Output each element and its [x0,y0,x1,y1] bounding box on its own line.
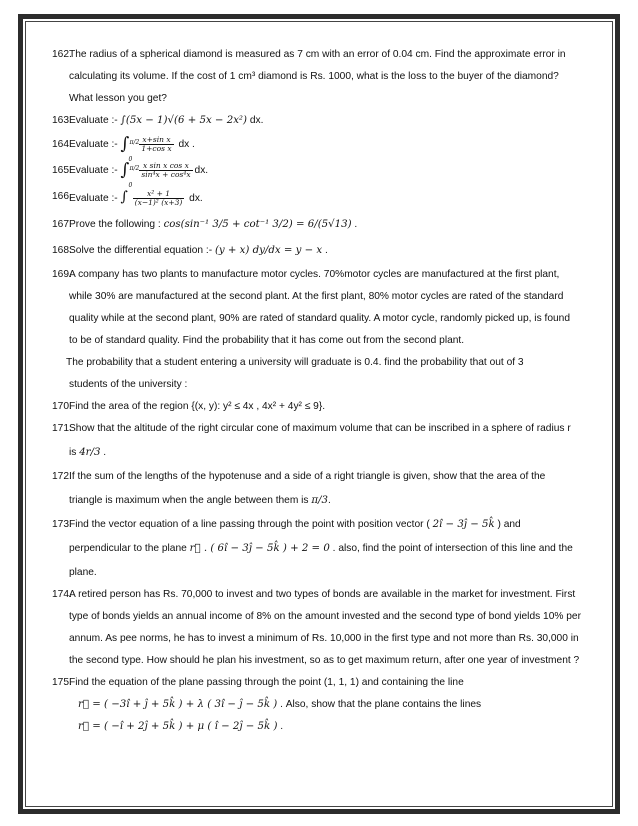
numerator: x+sin x [139,136,173,145]
question-174 [52,584,600,672]
math-expression: ∫(5x − 1)√(6 + 5x − 2x²) [120,115,247,126]
question-number: 167. [52,219,72,230]
question-text: What lesson you get? [69,93,167,104]
question-list [52,44,600,738]
question-number: 169. [52,269,72,280]
question-text: perpendicular to the plane [69,543,190,554]
integral-lower-limit: 0 [128,182,133,190]
question-number: 173. [52,519,72,530]
question-170 [52,396,600,418]
math-expression: cos(sin⁻¹ 3/5 + cot⁻¹ 3/2) = 6/(5√13) [163,219,352,230]
question-number: 168. [52,245,72,256]
question-163 [52,110,600,132]
question-text: annum. As pee norms, he has to invest a minimum of Rs. 10,000 in the first type and not more than Rs. 30,000 in [69,633,579,644]
fraction [139,136,173,153]
question-text: while 30% are manufactured at the second plant. At the first plant, 80% motor cycles are rated of the standard [69,291,564,302]
question-text: Find the equation of the plane passing through the point (1, 1, 1) and containing the line [69,677,464,688]
question-text: students of the university : [69,379,188,390]
question-text: the second type. How should he plan his investment, so as to get maximum return, after one year of investment ? [69,655,580,666]
denominator: 1+cos x [141,143,172,153]
question-text: The radius of a spherical diamond is measured as 7 cm with an error of 0.04 cm. Find the approximate error in [69,49,566,60]
question-text: dx. [194,165,209,176]
math-expression: r⃗ = ( −î + 2ĵ + 5k̂ ) + μ ( î − 2ĵ − 5k̂ ) [78,721,278,732]
denominator: (x−1)² (x+3) [134,197,183,207]
question-text: Evaluate :- [69,115,121,126]
question-text: The probability that a student entering a university will graduate is 0.4. find the probability that out of 3 [66,357,524,368]
question-text: quality while at the second plant, 90% are rated of standard quality. A motor cycle, randomly picked up, is found [69,313,570,324]
question-text: Evaluate :- [69,165,121,176]
question-text: ) and [494,519,521,530]
question-text: is [69,447,80,458]
math-expression: r⃗ . ( 6î − 3ĵ − 5k̂ ) + 2 = 0 [189,543,330,554]
question-text: plane. [69,567,97,578]
question-number: 171. [52,423,72,434]
question-162 [52,44,600,110]
denominator: sin⁴x + cos⁴x [141,169,191,179]
question-number: 170. [52,401,72,412]
question-text: Solve the differential equation :- [69,245,215,256]
question-164 [52,132,600,164]
numerator: x² + 1 [133,190,185,199]
integral-upper-limit: π/2 [129,165,140,173]
question-text: dx . [175,139,195,150]
question-text: Evaluate :- [69,139,121,150]
integral-upper-limit: π/2 [129,139,140,147]
fraction [133,190,185,207]
question-text: . Also, show that the plane contains the lines [277,699,482,710]
question-text: type of bonds yields an annual income of 8% on the amount invested and the second type of bond yields 10% per [69,611,581,622]
question-text: . also, find the point of intersection of this line and the [329,543,573,554]
question-text: If the sum of the lengths of the hypotenuse and a side of a right triangle is given, show that the area of the [69,471,546,482]
math-expression: 2î − 3ĵ − 5k̂ [432,519,495,530]
question-text: calculating its volume. If the cost of 1 cm³ diamond is Rs. 1000, what is the loss to the buyer of the diamond? [69,71,559,82]
question-number: 165. [52,165,72,176]
integral-sign: ∫ π/2 0 [121,159,135,181]
question-text: . [100,447,107,458]
question-173 [52,514,600,584]
question-number: 163. [52,115,72,126]
question-number: 175. [52,677,72,688]
question-number: 174. [52,589,72,600]
integral-lower-limit: 0 [128,156,133,164]
question-166 [52,184,600,212]
question-text: to be of standard quality. Find the probability that it has come out from the second plant. [69,335,465,346]
question-text: triangle is maximum when the angle between them is [69,495,312,506]
question-text: . [277,721,284,732]
question-167 [52,212,600,238]
question-text: Evaluate :- [69,193,121,204]
fraction [139,162,192,179]
question-number: 166. [52,191,72,202]
math-expression: r⃗ = ( −3î + ĵ + 5k̂ ) + λ ( 3î − ĵ − 5k̂ ) [78,699,278,710]
question-165 [52,158,600,190]
integral-sign: ∫ π/2 0 [121,133,135,155]
question-text: . [322,245,328,256]
question-172 [52,466,600,514]
question-text: dx. [186,193,203,204]
question-text: . [351,219,358,230]
question-number: 164. [52,139,72,150]
question-text: Find the area of the region {(x, y): y² ≤ 4x , 4x² + 4y² ≤ 9}. [69,401,326,412]
question-number: 162. [52,49,72,60]
question-text: Show that the altitude of the right circular cone of maximum volume that can be inscribed in a sphere of radius r [69,423,571,434]
question-text: Find the vector equation of a line passing through the point with position vector ( [69,519,433,530]
numerator: x sin x cos x [139,162,192,171]
question-text: . [327,495,331,506]
question-number: 172. [52,471,72,482]
question-text: A company has two plants to manufacture motor cycles. 70%motor cycles are manufactured at the first plant, [69,269,560,280]
question-169 [52,264,600,396]
question-171 [52,418,600,466]
math-expression: (y + x) dy/dx = y − x [214,245,323,256]
question-text: Prove the following : [69,219,164,230]
integral-sign: ∫ [120,189,128,205]
math-expression: 4r/3 [79,447,101,458]
math-expression: π/3 [311,495,328,506]
question-text: A retired person has Rs. 70,000 to invest and two types of bonds are available in the market for investment. First [69,589,576,600]
question-text: dx. [247,115,264,126]
question-168 [52,238,600,264]
question-175 [52,672,600,738]
